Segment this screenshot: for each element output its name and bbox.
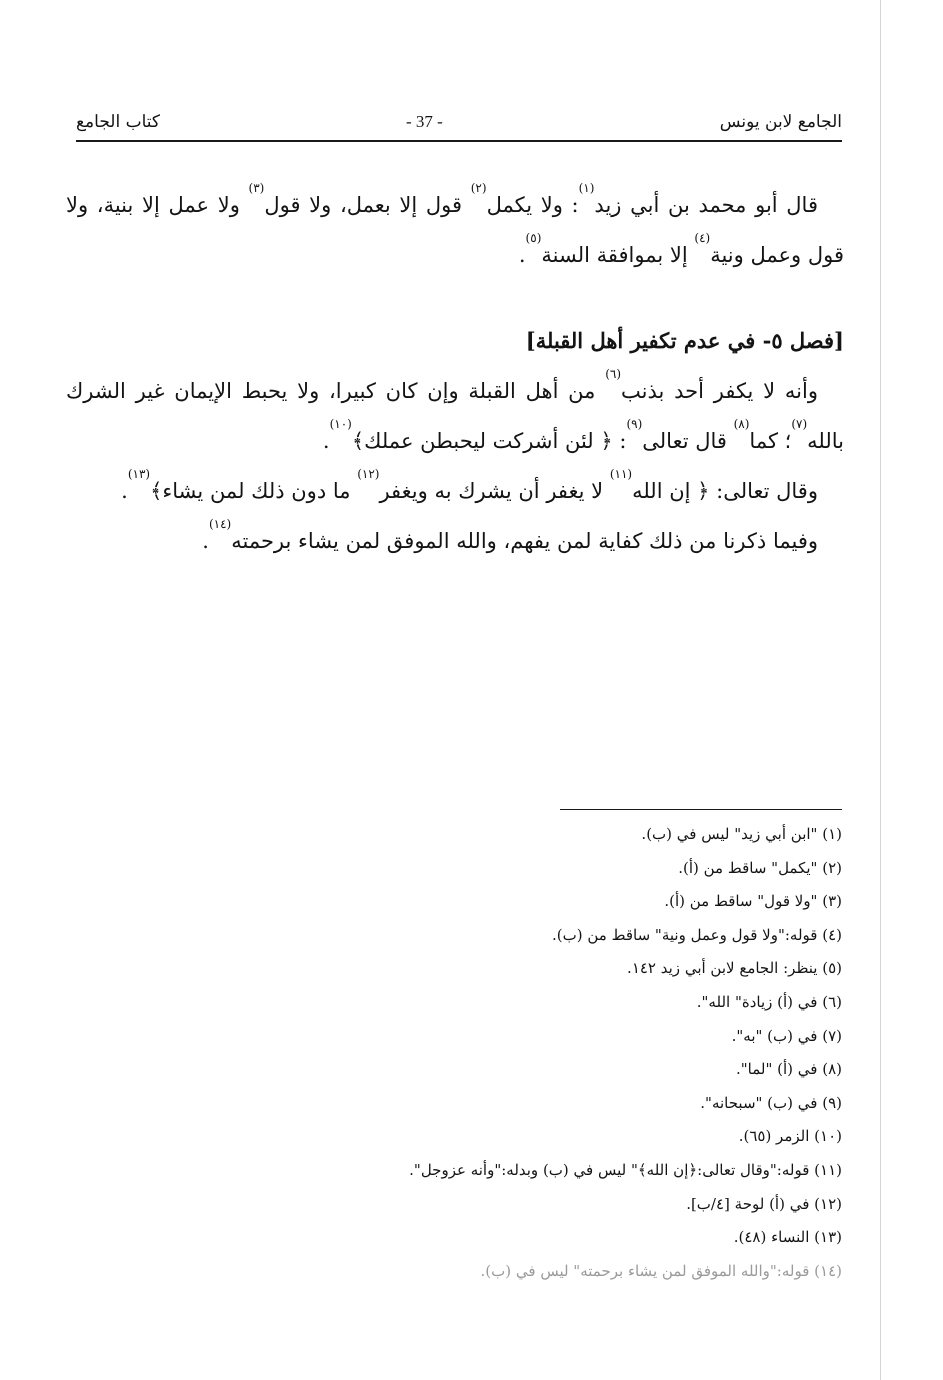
header-book-title: الجامع لابن يونس bbox=[719, 112, 842, 132]
text-run: قال أبو محمد بن أبي زيد bbox=[594, 193, 818, 217]
footnote-ref: (٣) bbox=[248, 181, 265, 195]
text-run: . bbox=[202, 529, 209, 553]
text-run: لا يغفر أن يشرك به ويغفر bbox=[379, 479, 610, 503]
text-run: . bbox=[518, 243, 526, 267]
footnote-item: (١٢) في (أ) لوحة [٤/ب]. bbox=[686, 1194, 842, 1213]
text-run: من أهل القبلة وإن كان كبيرا، ولا يحبط الإيمان غير الشرك بالله bbox=[66, 379, 844, 453]
footnote-item: (١٤) قوله:"والله الموفق لمن يشاء برحمته" ليس في (ب). bbox=[480, 1261, 842, 1280]
footnote-item: (١١) قوله:"وقال تعالى:﴿إن الله﴾" ليس في (ب) وبدله:"وأنه عزوجل". bbox=[409, 1160, 842, 1179]
footnote-ref: (١١) bbox=[609, 467, 633, 481]
text-run: وفيما ذكرنا من ذلك كفاية لمن يفهم، والله الموفق لمن يشاء برحمته bbox=[231, 529, 818, 553]
footnote-ref: (١٤) bbox=[208, 517, 232, 531]
footnote-separator bbox=[560, 809, 842, 810]
footnote-ref: (٩) bbox=[626, 417, 643, 431]
footnote-item: (٥) ينظر: الجامع لابن أبي زيد ١٤٢. bbox=[627, 959, 842, 978]
text-run: قول إلا بعمل، ولا قول bbox=[264, 193, 471, 217]
text-run: قال تعالى bbox=[642, 429, 734, 453]
paragraph-2 bbox=[66, 366, 844, 466]
footnote-item: (٩) في (ب) "سبحانه". bbox=[700, 1093, 842, 1112]
footnote-item: (٣) "ولا قول" ساقط من (أ). bbox=[664, 892, 842, 911]
paragraph-3 bbox=[66, 466, 844, 516]
text-run: ولا عمل إلا بنية، ولا قول وعمل ونية bbox=[66, 193, 844, 267]
text-run: . bbox=[322, 429, 330, 453]
text-run: إلا بموافقة السنة bbox=[541, 243, 695, 267]
footnote-item: (٢) "يكمل" ساقط من (أ). bbox=[678, 858, 842, 877]
footnote-item: (٤) قوله:"ولا قول وعمل ونية" ساقط من (ب). bbox=[552, 925, 842, 944]
footnote-ref: (٤) bbox=[694, 231, 711, 245]
main-text bbox=[66, 180, 844, 566]
page-number: - 37 - bbox=[406, 112, 443, 131]
text-run: وقال تعالى: ﴿ إن الله bbox=[632, 479, 818, 503]
footnote-ref: (٧) bbox=[791, 417, 808, 431]
footnotes-list bbox=[142, 818, 842, 1288]
paragraph-4 bbox=[66, 516, 844, 566]
text-run: ؛ كما bbox=[749, 429, 792, 453]
running-header bbox=[76, 112, 842, 140]
footnote-ref: (١٣) bbox=[127, 467, 151, 481]
footnote-item: (١) "ابن أبي زيد" ليس في (ب). bbox=[641, 825, 842, 843]
footnote-ref: (٦) bbox=[605, 367, 622, 381]
footnote-item: (٧) في (ب) "به". bbox=[731, 1026, 842, 1045]
footnote-ref: (٨) bbox=[733, 417, 750, 431]
paragraph-1 bbox=[66, 180, 844, 280]
footnote-ref: (١) bbox=[578, 181, 595, 195]
header-chapter: كتاب الجامع bbox=[76, 112, 161, 132]
text-run: وأنه لا يكفر أحد بذنب bbox=[621, 379, 818, 403]
footnote-ref: (١٠) bbox=[329, 417, 352, 431]
footnote-ref: (٥) bbox=[525, 231, 542, 245]
footnote-item: (٨) في (أ) "لما". bbox=[735, 1060, 842, 1079]
footnote-ref: (١٢) bbox=[357, 467, 380, 481]
footnote-item: (١٣) النساء (٤٨). bbox=[733, 1228, 842, 1247]
text-run: : ﴿ لئن أشركت ليحبطن عملك﴾ bbox=[351, 429, 627, 453]
text-run: ما دون ذلك لمن يشاء﴾ bbox=[150, 479, 358, 503]
text-run: . bbox=[121, 479, 128, 503]
section-title: [فصل ٥- في عدم تكفير أهل القبلة] bbox=[525, 328, 844, 353]
footnote-item: (٦) في (أ) زيادة" الله". bbox=[696, 992, 842, 1011]
header-rule bbox=[76, 140, 842, 142]
footnote-item: (١٠) الزمر (٦٥). bbox=[738, 1127, 842, 1146]
page-edge-line bbox=[880, 0, 881, 1380]
footnote-ref: (٢) bbox=[470, 181, 487, 195]
text-run: : ولا يكمل bbox=[486, 193, 579, 217]
